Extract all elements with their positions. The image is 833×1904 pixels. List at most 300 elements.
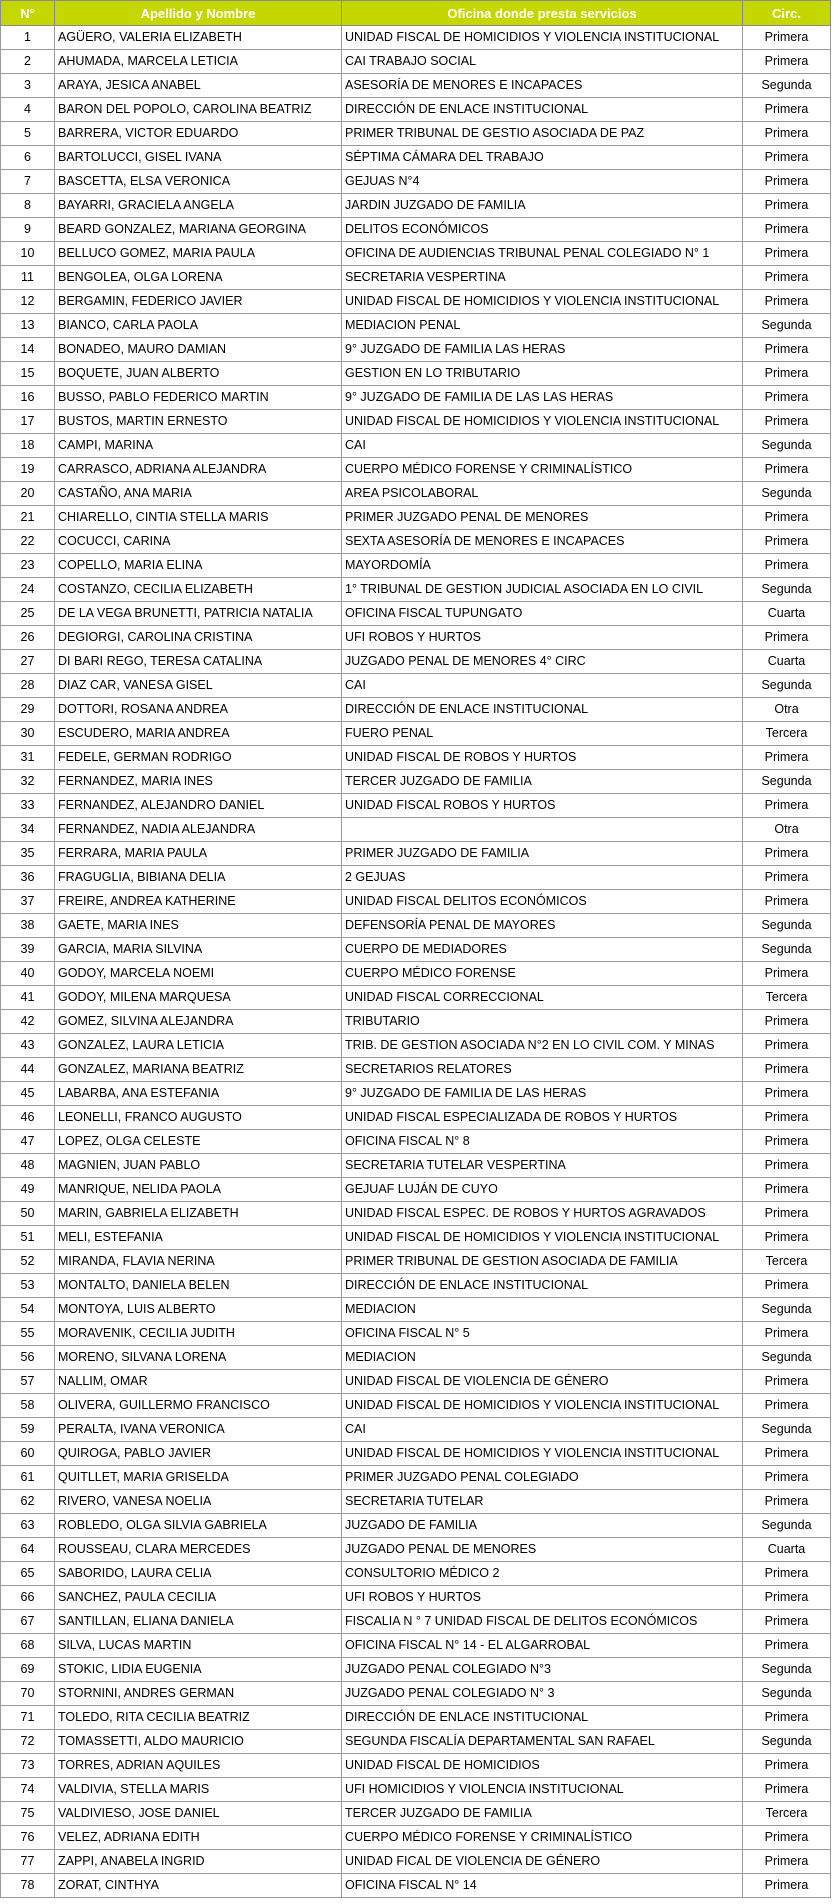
- cell-name: VALDIVIESO, JOSE DANIEL: [55, 1802, 342, 1826]
- cell-circ: Primera: [743, 1706, 831, 1730]
- cell-number: 28: [1, 674, 55, 698]
- cell-circ: Primera: [743, 1610, 831, 1634]
- table-row: [1, 50, 831, 74]
- cell-office: UNIDAD FISCAL DE HOMICIDIOS Y VIOLENCIA INSTITUCIONAL: [342, 1442, 743, 1466]
- table-row: [1, 794, 831, 818]
- cell-circ: Segunda: [743, 1682, 831, 1706]
- cell-circ: Segunda: [743, 482, 831, 506]
- cell-office: SECRETARIA VESPERTINA: [342, 266, 743, 290]
- cell-office: DIRECCIÓN DE ENLACE INSTITUCIONAL: [342, 698, 743, 722]
- cell-number: 18: [1, 434, 55, 458]
- cell-number: 17: [1, 410, 55, 434]
- table-row: [1, 890, 831, 914]
- cell-office: CAI TRABAJO SOCIAL: [342, 50, 743, 74]
- cell-circ: Segunda: [743, 1418, 831, 1442]
- cell-number: 52: [1, 1250, 55, 1274]
- cell-number: 60: [1, 1442, 55, 1466]
- cell-circ: Primera: [743, 1178, 831, 1202]
- cell-number: 53: [1, 1274, 55, 1298]
- cell-number: 66: [1, 1586, 55, 1610]
- cell-circ: Primera: [743, 1322, 831, 1346]
- cell-office: UNIDAD FISCAL DE VIOLENCIA DE GÉNERO: [342, 1370, 743, 1394]
- cell-number: 56: [1, 1346, 55, 1370]
- table-row: [1, 626, 831, 650]
- cell-office: MAYORDOMÍA: [342, 554, 743, 578]
- cell-number: 77: [1, 1850, 55, 1874]
- cell-circ: Segunda: [743, 938, 831, 962]
- cell-circ: Primera: [743, 1034, 831, 1058]
- cell-circ: Primera: [743, 194, 831, 218]
- cell-office: GEJUAS N°4: [342, 170, 743, 194]
- table-row: [1, 866, 831, 890]
- cell-office: SECRETARIOS RELATORES: [342, 1058, 743, 1082]
- cell-circ: Primera: [743, 1850, 831, 1874]
- table-row: [1, 1106, 831, 1130]
- cell-name: BASCETTA, ELSA VERONICA: [55, 170, 342, 194]
- cell-number: 11: [1, 266, 55, 290]
- cell-number: 30: [1, 722, 55, 746]
- cell-number: 68: [1, 1634, 55, 1658]
- cell-office: JARDIN JUZGADO DE FAMILIA: [342, 194, 743, 218]
- cell-office: UNIDAD FICAL DE VIOLENCIA DE GÉNERO: [342, 1850, 743, 1874]
- table-row: [1, 434, 831, 458]
- cell-office: DELITOS ECONÓMICOS: [342, 218, 743, 242]
- cell-name: BARON DEL POPOLO, CAROLINA BEATRIZ: [55, 98, 342, 122]
- cell-circ: Primera: [743, 50, 831, 74]
- table-row: [1, 1586, 831, 1610]
- cell-name: ESCUDERO, MARIA ANDREA: [55, 722, 342, 746]
- cell-circ: Primera: [743, 410, 831, 434]
- cell-office: TRIBUTARIO: [342, 1010, 743, 1034]
- cell-circ: Primera: [743, 1226, 831, 1250]
- cell-office: CUERPO MÉDICO FORENSE Y CRIMINALÍSTICO: [342, 458, 743, 482]
- cell-name: ZORAT, CINTHYA: [55, 1874, 342, 1898]
- cell-circ: Primera: [743, 1586, 831, 1610]
- cell-circ: Primera: [743, 1562, 831, 1586]
- cell-office: AREA PSICOLABORAL: [342, 482, 743, 506]
- cell-circ: Primera: [743, 794, 831, 818]
- cell-name: BUSSO, PABLO FEDERICO MARTIN: [55, 386, 342, 410]
- cell-number: 64: [1, 1538, 55, 1562]
- cell-number: 59: [1, 1418, 55, 1442]
- cell-circ: Primera: [743, 338, 831, 362]
- table-row: [1, 1178, 831, 1202]
- cell-circ: Tercera: [743, 722, 831, 746]
- cell-name: BEARD GONZALEZ, MARIANA GEORGINA: [55, 218, 342, 242]
- cell-number: 55: [1, 1322, 55, 1346]
- cell-office: CUERPO MÉDICO FORENSE: [342, 962, 743, 986]
- cell-circ: Tercera: [743, 1250, 831, 1274]
- cell-number: 75: [1, 1802, 55, 1826]
- cell-office: OFICINA FISCAL N° 14: [342, 1874, 743, 1898]
- table-row: [1, 1490, 831, 1514]
- cell-name: CASTAÑO, ANA MARIA: [55, 482, 342, 506]
- table-row: [1, 1250, 831, 1274]
- cell-number: 45: [1, 1082, 55, 1106]
- cell-name: TOLEDO, RITA CECILIA BEATRIZ: [55, 1706, 342, 1730]
- table-row: [1, 482, 831, 506]
- table-row: [1, 1802, 831, 1826]
- cell-office: TERCER JUZGADO DE FAMILIA: [342, 770, 743, 794]
- table-row: [1, 98, 831, 122]
- cell-name: FERNANDEZ, MARIA INES: [55, 770, 342, 794]
- table-row: [1, 1346, 831, 1370]
- cell-circ: Segunda: [743, 1346, 831, 1370]
- cell-office: 1° TRIBUNAL DE GESTION JUDICIAL ASOCIADA EN LO CIVIL: [342, 578, 743, 602]
- cell-name: BONADEO, MAURO DAMIAN: [55, 338, 342, 362]
- cell-office: JUZGADO PENAL DE MENORES 4° CIRC: [342, 650, 743, 674]
- cell-office: UNIDAD FISCAL CORRECCIONAL: [342, 986, 743, 1010]
- cell-number: 5: [1, 122, 55, 146]
- cell-name: BAYARRI, GRACIELA ANGELA: [55, 194, 342, 218]
- table-row: [1, 194, 831, 218]
- table-row: [1, 1730, 831, 1754]
- cell-circ: Segunda: [743, 1658, 831, 1682]
- header-name: Apellido y Nombre: [55, 1, 342, 26]
- cell-circ: Primera: [743, 1130, 831, 1154]
- table-row: [1, 1394, 831, 1418]
- cell-number: 13: [1, 314, 55, 338]
- cell-circ: Primera: [743, 170, 831, 194]
- cell-circ: Primera: [743, 98, 831, 122]
- table-row: [1, 1370, 831, 1394]
- cell-number: 71: [1, 1706, 55, 1730]
- table-row: [1, 1226, 831, 1250]
- cell-number: 22: [1, 530, 55, 554]
- table-row: [1, 170, 831, 194]
- cell-number: 51: [1, 1226, 55, 1250]
- table-row: [1, 1274, 831, 1298]
- cell-circ: Primera: [743, 866, 831, 890]
- cell-number: 10: [1, 242, 55, 266]
- cell-name: BUSTOS, MARTIN ERNESTO: [55, 410, 342, 434]
- cell-office: SECRETARIA TUTELAR VESPERTINA: [342, 1154, 743, 1178]
- table-row: [1, 1154, 831, 1178]
- cell-number: 39: [1, 938, 55, 962]
- cell-number: 6: [1, 146, 55, 170]
- cell-name: ZAPPI, ANABELA INGRID: [55, 1850, 342, 1874]
- cell-number: 74: [1, 1778, 55, 1802]
- cell-circ: Primera: [743, 626, 831, 650]
- cell-name: QUIROGA, PABLO JAVIER: [55, 1442, 342, 1466]
- cell-circ: Otra: [743, 698, 831, 722]
- cell-name: TOMASSETTI, ALDO MAURICIO: [55, 1730, 342, 1754]
- table-row: [1, 1202, 831, 1226]
- table-row: [1, 1706, 831, 1730]
- cell-circ: Primera: [743, 1874, 831, 1898]
- cell-name: GODOY, MILENA MARQUESA: [55, 986, 342, 1010]
- cell-name: BERGAMIN, FEDERICO JAVIER: [55, 290, 342, 314]
- cell-circ: Primera: [743, 1106, 831, 1130]
- cell-office: SÉPTIMA CÁMARA DEL TRABAJO: [342, 146, 743, 170]
- cell-circ: Primera: [743, 1466, 831, 1490]
- cell-office: OFICINA FISCAL N° 5: [342, 1322, 743, 1346]
- cell-name: QUITLLET, MARIA GRISELDA: [55, 1466, 342, 1490]
- cell-name: GONZALEZ, MARIANA BEATRIZ: [55, 1058, 342, 1082]
- cell-office: OFICINA FISCAL TUPUNGATO: [342, 602, 743, 626]
- cell-office: 9° JUZGADO DE FAMILIA DE LAS HERAS: [342, 1082, 743, 1106]
- cell-circ: Primera: [743, 1058, 831, 1082]
- cell-name: CARRASCO, ADRIANA ALEJANDRA: [55, 458, 342, 482]
- table-row: [1, 1562, 831, 1586]
- cell-office: UNIDAD FISCAL ROBOS Y HURTOS: [342, 794, 743, 818]
- cell-office: UNIDAD FISCAL DE ROBOS Y HURTOS: [342, 746, 743, 770]
- cell-circ: Cuarta: [743, 1538, 831, 1562]
- cell-office: UNIDAD FISCAL DE HOMICIDIOS Y VIOLENCIA INSTITUCIONAL: [342, 26, 743, 50]
- cell-circ: Primera: [743, 1634, 831, 1658]
- cell-office: DIRECCIÓN DE ENLACE INSTITUCIONAL: [342, 1274, 743, 1298]
- cell-number: 26: [1, 626, 55, 650]
- table-row: [1, 530, 831, 554]
- table-row: [1, 1634, 831, 1658]
- cell-name: ARAYA, JESICA ANABEL: [55, 74, 342, 98]
- cell-office: 2 GEJUAS: [342, 866, 743, 890]
- table-row: [1, 578, 831, 602]
- cell-circ: Primera: [743, 290, 831, 314]
- cell-name: VELEZ, ADRIANA EDITH: [55, 1826, 342, 1850]
- table-row: [1, 1130, 831, 1154]
- cell-circ: Cuarta: [743, 650, 831, 674]
- header-circ: Circ.: [743, 1, 831, 26]
- cell-number: 1: [1, 26, 55, 50]
- cell-office: CAI: [342, 434, 743, 458]
- table-row: [1, 602, 831, 626]
- cell-office: JUZGADO PENAL COLEGIADO N°3: [342, 1658, 743, 1682]
- cell-number: 32: [1, 770, 55, 794]
- cell-number: 41: [1, 986, 55, 1010]
- cell-circ: Primera: [743, 1154, 831, 1178]
- header-office: Oficina donde presta servicios: [342, 1, 743, 26]
- cell-name: DOTTORI, ROSANA ANDREA: [55, 698, 342, 722]
- cell-circ: Primera: [743, 530, 831, 554]
- cell-name: COPELLO, MARIA ELINA: [55, 554, 342, 578]
- table-body: [1, 26, 831, 1898]
- cell-number: 40: [1, 962, 55, 986]
- cell-office: CUERPO MÉDICO FORENSE Y CRIMINALÍSTICO: [342, 1826, 743, 1850]
- cell-number: 46: [1, 1106, 55, 1130]
- cell-number: 33: [1, 794, 55, 818]
- table-row: [1, 986, 831, 1010]
- cell-name: GOMEZ, SILVINA ALEJANDRA: [55, 1010, 342, 1034]
- table-row: [1, 674, 831, 698]
- table-row: [1, 914, 831, 938]
- cell-number: 7: [1, 170, 55, 194]
- cell-circ: Primera: [743, 1778, 831, 1802]
- cell-office: CUERPO DE MEDIADORES: [342, 938, 743, 962]
- cell-circ: Primera: [743, 1394, 831, 1418]
- cell-circ: Segunda: [743, 1514, 831, 1538]
- cell-circ: Primera: [743, 506, 831, 530]
- table-row: [1, 146, 831, 170]
- cell-circ: Segunda: [743, 1730, 831, 1754]
- cell-number: 35: [1, 842, 55, 866]
- cell-office: SEXTA ASESORÍA DE MENORES E INCAPACES: [342, 530, 743, 554]
- cell-circ: Primera: [743, 554, 831, 578]
- table-row: [1, 458, 831, 482]
- cell-circ: Tercera: [743, 986, 831, 1010]
- table-row: [1, 1850, 831, 1874]
- table-row: [1, 1034, 831, 1058]
- table-row: [1, 722, 831, 746]
- table-row: [1, 1754, 831, 1778]
- cell-name: CAMPI, MARINA: [55, 434, 342, 458]
- cell-name: TORRES, ADRIAN AQUILES: [55, 1754, 342, 1778]
- cell-office: UNIDAD FISCAL ESPEC. DE ROBOS Y HURTOS AGRAVADOS: [342, 1202, 743, 1226]
- cell-circ: Primera: [743, 146, 831, 170]
- cell-number: 23: [1, 554, 55, 578]
- cell-number: 78: [1, 1874, 55, 1898]
- cell-office: PRIMER JUZGADO PENAL COLEGIADO: [342, 1466, 743, 1490]
- table-row: [1, 338, 831, 362]
- cell-office: MEDIACION: [342, 1298, 743, 1322]
- cell-circ: Primera: [743, 266, 831, 290]
- cell-office: TERCER JUZGADO DE FAMILIA: [342, 1802, 743, 1826]
- cell-office: UNIDAD FISCAL DE HOMICIDIOS Y VIOLENCIA INSTITUCIONAL: [342, 410, 743, 434]
- cell-office: 9° JUZGADO DE FAMILIA LAS HERAS: [342, 338, 743, 362]
- cell-office: UFI ROBOS Y HURTOS: [342, 1586, 743, 1610]
- table-row: [1, 1442, 831, 1466]
- cell-number: 31: [1, 746, 55, 770]
- cell-office: DIRECCIÓN DE ENLACE INSTITUCIONAL: [342, 98, 743, 122]
- cell-number: 14: [1, 338, 55, 362]
- cell-number: 25: [1, 602, 55, 626]
- cell-number: 48: [1, 1154, 55, 1178]
- cell-name: DEGIORGI, CAROLINA CRISTINA: [55, 626, 342, 650]
- cell-circ: Primera: [743, 362, 831, 386]
- cell-number: 24: [1, 578, 55, 602]
- cell-circ: Segunda: [743, 770, 831, 794]
- cell-name: SILVA, LUCAS MARTIN: [55, 1634, 342, 1658]
- cell-office: OFICINA DE AUDIENCIAS TRIBUNAL PENAL COLEGIADO N° 1: [342, 242, 743, 266]
- cell-circ: Segunda: [743, 578, 831, 602]
- cell-circ: Segunda: [743, 74, 831, 98]
- cell-number: 19: [1, 458, 55, 482]
- cell-number: 65: [1, 1562, 55, 1586]
- cell-name: MONTALTO, DANIELA BELEN: [55, 1274, 342, 1298]
- cell-number: 20: [1, 482, 55, 506]
- cell-name: AHUMADA, MARCELA LETICIA: [55, 50, 342, 74]
- cell-number: 61: [1, 1466, 55, 1490]
- cell-circ: Primera: [743, 1274, 831, 1298]
- cell-number: 29: [1, 698, 55, 722]
- cell-office: FISCALIA N ° 7 UNIDAD FISCAL DE DELITOS ECONÓMICOS: [342, 1610, 743, 1634]
- cell-name: FREIRE, ANDREA KATHERINE: [55, 890, 342, 914]
- table-row: [1, 1418, 831, 1442]
- cell-office: JUZGADO PENAL DE MENORES: [342, 1538, 743, 1562]
- cell-circ: Primera: [743, 1370, 831, 1394]
- cell-number: 57: [1, 1370, 55, 1394]
- cell-name: RIVERO, VANESA NOELIA: [55, 1490, 342, 1514]
- cell-name: MARIN, GABRIELA ELIZABETH: [55, 1202, 342, 1226]
- cell-name: DI BARI REGO, TERESA CATALINA: [55, 650, 342, 674]
- cell-name: BARTOLUCCI, GISEL IVANA: [55, 146, 342, 170]
- cell-number: 16: [1, 386, 55, 410]
- cell-number: 21: [1, 506, 55, 530]
- cell-name: MORENO, SILVANA LORENA: [55, 1346, 342, 1370]
- cell-number: 67: [1, 1610, 55, 1634]
- cell-circ: Cuarta: [743, 602, 831, 626]
- cell-office: TRIB. DE GESTION ASOCIADA N°2 EN LO CIVIL COM. Y MINAS: [342, 1034, 743, 1058]
- cell-name: BOQUETE, JUAN ALBERTO: [55, 362, 342, 386]
- cell-number: 43: [1, 1034, 55, 1058]
- cell-name: VALDIVIA, STELLA MARIS: [55, 1778, 342, 1802]
- table-row: [1, 554, 831, 578]
- cell-name: STORNINI, ANDRES GERMAN: [55, 1682, 342, 1706]
- cell-number: 12: [1, 290, 55, 314]
- cell-office: SEGUNDA FISCALÍA DEPARTAMENTAL SAN RAFAEL: [342, 1730, 743, 1754]
- table-row: [1, 290, 831, 314]
- table-row: [1, 1298, 831, 1322]
- cell-number: 49: [1, 1178, 55, 1202]
- table-row: [1, 1514, 831, 1538]
- cell-number: 72: [1, 1730, 55, 1754]
- table-row: [1, 218, 831, 242]
- cell-office: MEDIACION: [342, 1346, 743, 1370]
- cell-name: CHIARELLO, CINTIA STELLA MARIS: [55, 506, 342, 530]
- cell-number: 9: [1, 218, 55, 242]
- table-row: [1, 266, 831, 290]
- cell-name: MANRIQUE, NELIDA PAOLA: [55, 1178, 342, 1202]
- cell-name: DIAZ CAR, VANESA GISEL: [55, 674, 342, 698]
- cell-office: UNIDAD FISCAL DE HOMICIDIOS Y VIOLENCIA INSTITUCIONAL: [342, 1226, 743, 1250]
- cell-office: PRIMER JUZGADO PENAL DE MENORES: [342, 506, 743, 530]
- cell-name: GAETE, MARIA INES: [55, 914, 342, 938]
- cell-number: 36: [1, 866, 55, 890]
- cell-name: BELLUCO GOMEZ, MARIA PAULA: [55, 242, 342, 266]
- cell-office: UNIDAD FISCAL DE HOMICIDIOS: [342, 1754, 743, 1778]
- cell-name: MAGNIEN, JUAN PABLO: [55, 1154, 342, 1178]
- cell-office: UNIDAD FISCAL DE HOMICIDIOS Y VIOLENCIA INSTITUCIONAL: [342, 1394, 743, 1418]
- cell-name: SABORIDO, LAURA CELIA: [55, 1562, 342, 1586]
- header-number: N°: [1, 1, 55, 26]
- table-row: [1, 1826, 831, 1850]
- cell-circ: Primera: [743, 1442, 831, 1466]
- cell-name: AGÜERO, VALERIA ELIZABETH: [55, 26, 342, 50]
- cell-circ: Primera: [743, 890, 831, 914]
- cell-circ: Primera: [743, 1202, 831, 1226]
- cell-office: OFICINA FISCAL N° 8: [342, 1130, 743, 1154]
- cell-name: FERRARA, MARIA PAULA: [55, 842, 342, 866]
- cell-number: 8: [1, 194, 55, 218]
- cell-name: MIRANDA, FLAVIA NERINA: [55, 1250, 342, 1274]
- table-row: [1, 1322, 831, 1346]
- table-row: [1, 746, 831, 770]
- cell-name: FERNANDEZ, NADIA ALEJANDRA: [55, 818, 342, 842]
- cell-number: 42: [1, 1010, 55, 1034]
- cell-circ: Segunda: [743, 314, 831, 338]
- cell-number: 38: [1, 914, 55, 938]
- cell-circ: Primera: [743, 1010, 831, 1034]
- cell-circ: Segunda: [743, 674, 831, 698]
- cell-number: 73: [1, 1754, 55, 1778]
- table-row: [1, 26, 831, 50]
- cell-name: GODOY, MARCELA NOEMI: [55, 962, 342, 986]
- cell-office: CAI: [342, 674, 743, 698]
- cell-circ: Primera: [743, 122, 831, 146]
- cell-circ: Primera: [743, 26, 831, 50]
- cell-office: MEDIACION PENAL: [342, 314, 743, 338]
- cell-office: UFI ROBOS Y HURTOS: [342, 626, 743, 650]
- cell-number: 4: [1, 98, 55, 122]
- cell-circ: Primera: [743, 386, 831, 410]
- cell-office: PRIMER JUZGADO DE FAMILIA: [342, 842, 743, 866]
- cell-circ: Primera: [743, 458, 831, 482]
- cell-office: UFI HOMICIDIOS Y VIOLENCIA INSTITUCIONAL: [342, 1778, 743, 1802]
- table-row: [1, 962, 831, 986]
- cell-name: GARCIA, MARIA SILVINA: [55, 938, 342, 962]
- table-row: [1, 938, 831, 962]
- cell-office: OFICINA FISCAL N° 14 - EL ALGARROBAL: [342, 1634, 743, 1658]
